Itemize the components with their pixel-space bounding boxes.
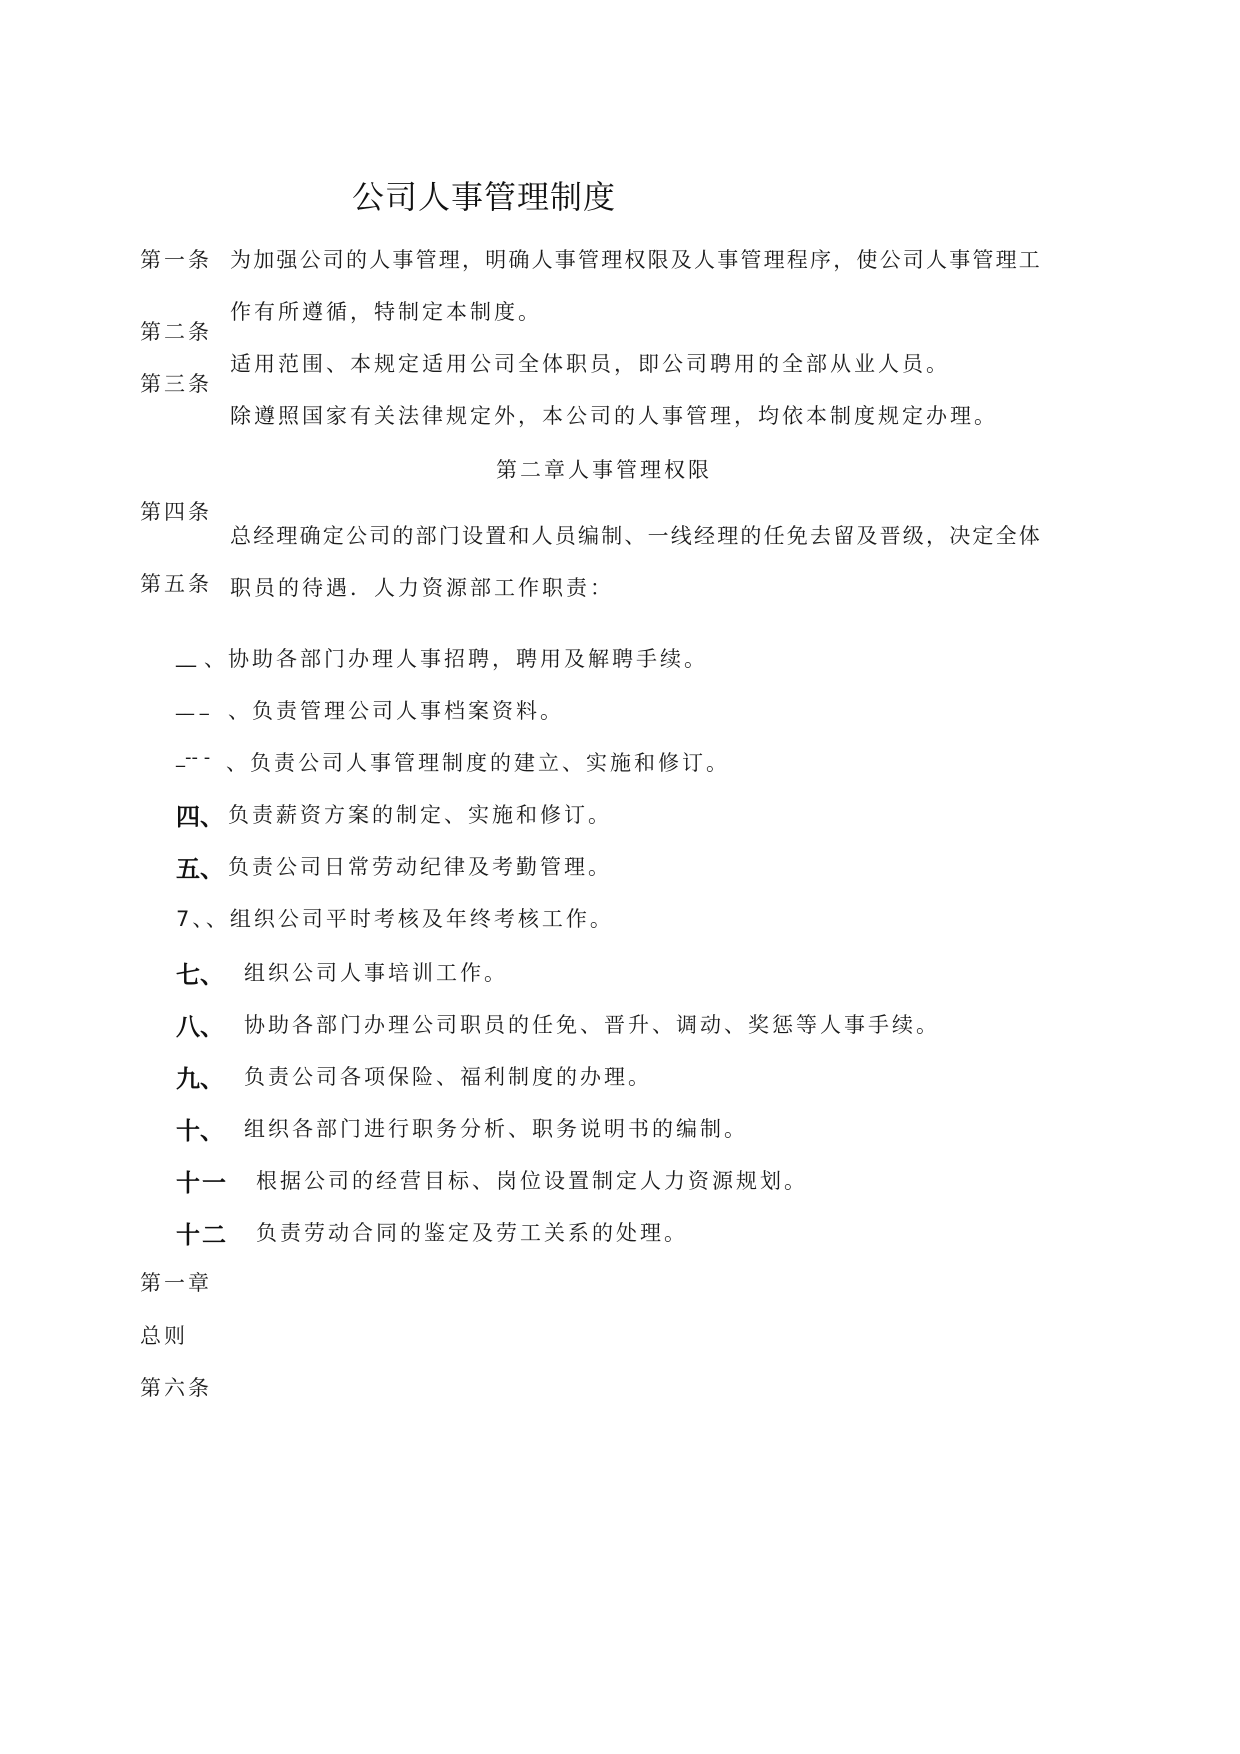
duty-8-number: 八、 xyxy=(176,1013,224,1041)
duty-9-text: 负责公司各项保险、福利制度的办理。 xyxy=(244,1065,652,1089)
article-label-2: 第二条 xyxy=(140,320,212,344)
article-1-text-line2: 作有所遵循，特制定本制度。 xyxy=(230,300,542,324)
article-2-text: 适用范围、本规定适用公司全体职员，即公司聘用的全部从业人员。 xyxy=(230,352,950,376)
duty-11-number: 十一 xyxy=(176,1169,228,1197)
duty-2-number: __ _ xyxy=(176,695,209,716)
duty-7-text: 组织公司人事培训工作。 xyxy=(244,961,508,985)
duty-5-text: 负责公司日常劳动纪律及考勤管理。 xyxy=(228,855,612,879)
duty-8-text: 协助各部门办理公司职员的任免、晋升、调动、奖惩等人事手续。 xyxy=(244,1013,940,1037)
duty-1-number: __ xyxy=(176,643,196,667)
chapter-2-heading: 第二章人事管理权限 xyxy=(496,458,712,482)
duty-7-number: 七、 xyxy=(176,961,224,989)
article-label-6: 第六条 xyxy=(140,1376,212,1400)
article-label-4: 第四条 xyxy=(140,500,212,524)
duty-4-number: 四、 xyxy=(176,803,224,831)
duty-12-text: 负责劳动合同的鉴定及劳工关系的处理。 xyxy=(256,1221,688,1245)
article-4-text-line1: 总经理确定公司的部门设置和人员编制、一线经理的任免去留及晋级，决定全体 xyxy=(230,524,1042,548)
duty-10-text: 组织各部门进行职务分析、职务说明书的编制。 xyxy=(244,1117,748,1141)
article-3-text: 除遵照国家有关法律规定外，本公司的人事管理，均依本制度规定办理。 xyxy=(230,404,998,428)
article-4-text-line2: 职员的待遇．人力资源部工作职责： xyxy=(230,576,614,600)
duty-3-text: 、负责公司人事管理制度的建立、实施和修订。 xyxy=(226,751,730,775)
page-title: 公司人事管理制度 xyxy=(352,178,617,216)
general-provisions-label: 总则 xyxy=(140,1324,188,1348)
duty-10-number: 十、 xyxy=(176,1117,224,1145)
duty-11-text: 根据公司的经营目标、岗位设置制定人力资源规划。 xyxy=(256,1169,808,1193)
duty-5-number: 五、 xyxy=(176,855,224,883)
article-label-5: 第五条 xyxy=(140,572,212,596)
duty-1-text: 、协助各部门办理人事招聘，聘用及解聘手续。 xyxy=(204,647,708,671)
chapter-1-label: 第一章 xyxy=(140,1271,212,1295)
duty-2-text: 、负责管理公司人事档案资料。 xyxy=(228,699,564,723)
duty-12-number: 十二 xyxy=(176,1221,228,1249)
duty-4-text: 负责薪资方案的制定、实施和修订。 xyxy=(228,803,612,827)
article-1-text-line1: 为加强公司的人事管理，明确人事管理权限及人事管理程序，使公司人事管理工 xyxy=(230,248,1042,272)
duty-3-number: _-- - xyxy=(176,747,211,768)
duty-9-number: 九、 xyxy=(176,1065,224,1093)
duty-6-text: 7、、组织公司平时考核及年终考核工作。 xyxy=(176,907,614,931)
article-label-1: 第一条 xyxy=(140,248,212,272)
article-label-3: 第三条 xyxy=(140,372,212,396)
